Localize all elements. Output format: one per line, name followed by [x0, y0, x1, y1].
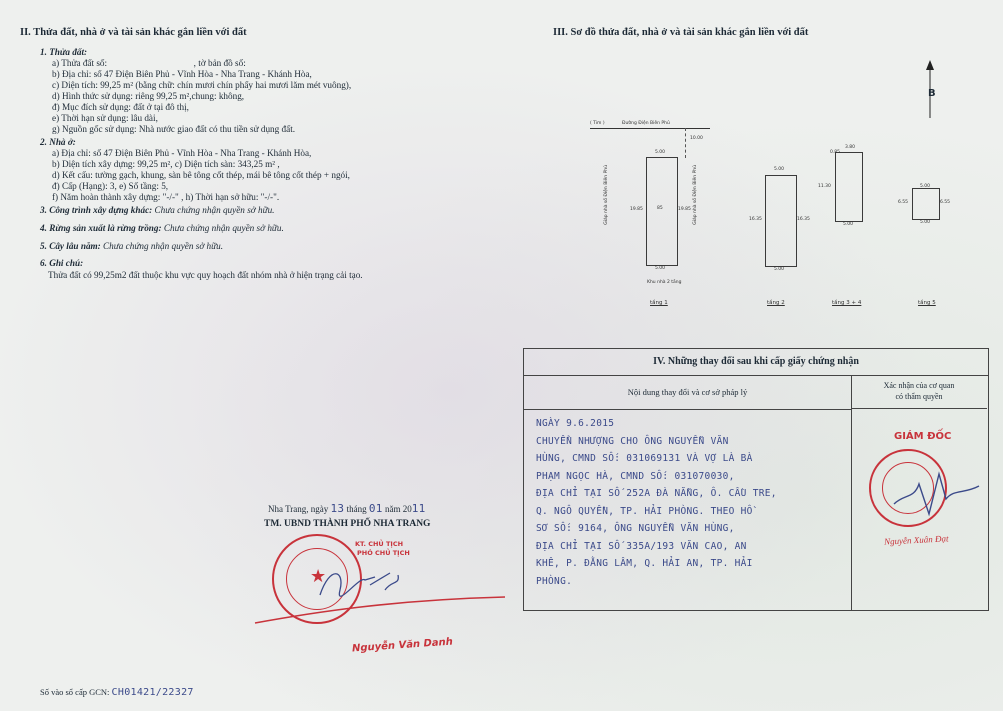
hw-line-2: HÙNG, CMND SỐ: 031069131 VÀ VỢ LÀ BÀ	[536, 453, 753, 464]
floor5-left: 6.55	[898, 200, 909, 205]
house-b: b) Diện tích xây dựng: 99,25 m², c) Diện tích sàn: 343,25 m² ,	[52, 159, 280, 169]
registry-value: CH01421/22327	[111, 687, 194, 698]
road-dim: 10.00	[690, 136, 703, 141]
floor3-bottom: 5.00	[843, 222, 854, 227]
land-b: b) Địa chỉ: số 47 Điện Biên Phủ - Vĩnh Hòa - Nha Trang - Khánh Hòa,	[52, 69, 312, 79]
signer-name: Nguyễn Văn Danh	[351, 636, 454, 655]
changes-table	[523, 348, 989, 611]
floor1-top: 5.00	[655, 150, 666, 155]
sign-year: 11	[411, 502, 426, 515]
star-icon: ★	[310, 566, 327, 586]
hw-line-4: ĐỊA CHỈ TẠI SỐ 252A ĐÀ NẴNG, Ô. CẦU TRE,	[536, 488, 777, 499]
house-type: Khu nhà 2 tầng	[647, 280, 682, 285]
place-date-prefix: Nha Trang, ngày	[268, 504, 329, 514]
section2-title: II. Thửa đất, nhà ở và tài sản khác gắn liền với đất	[20, 27, 247, 38]
sign-month: 01	[368, 502, 383, 515]
floor3-top: 3.80	[845, 145, 856, 150]
road-dim-line	[685, 128, 687, 158]
hw-line-9: PHÒNG.	[536, 575, 573, 587]
land-heading: 1. Thửa đất:	[40, 47, 88, 57]
house-heading: 2. Nhà ở:	[40, 137, 76, 147]
section3-title: III. Sơ đồ thửa đất, nhà ở và tài sản khác gắn liền với đất	[553, 27, 809, 38]
hw-line-5: Q. NGÔ QUYỀN, TP. HẢI PHÒNG. THEO HỒ	[536, 505, 753, 517]
land-e: e) Thời hạn sử dụng: lâu dài,	[52, 113, 158, 123]
section4-title: IV. Những thay đổi sau khi cấp giấy chứng nhận	[524, 349, 988, 376]
north-label: B	[928, 88, 936, 99]
floor1-right: 19.85	[678, 207, 691, 212]
table-divider	[851, 409, 852, 611]
floor3-extra: 0.85	[830, 150, 841, 155]
changes-col-right-2: có thẩm quyền	[895, 392, 943, 401]
floor2-top: 5.00	[774, 167, 785, 172]
item3	[40, 205, 274, 216]
item4-value: Chưa chứng nhận quyền sở hữu.	[163, 223, 284, 233]
floor1-plot	[646, 157, 678, 266]
house-a: a) Địa chỉ: số 47 Điện Biên Phủ - Vĩnh Hòa - Nha Trang - Khánh Hòa,	[52, 148, 312, 158]
floor1-center: 85	[657, 206, 663, 211]
place-date	[268, 503, 426, 515]
left-neighbor: Giáp nhà số Điện Biên Phủ	[604, 165, 609, 225]
floor2-bottom: 5.00	[774, 267, 785, 272]
item6-label: 6. Ghi chú:	[40, 258, 84, 268]
right-neighbor: Giáp nhà số Điện Biên Phủ	[693, 165, 698, 225]
hw-line-3: PHẠM NGỌC HÀ, CMND SỐ: 031070030,	[536, 470, 735, 482]
land-a-label: a) Thửa đất số:	[52, 58, 108, 68]
floor5-label: tầng 5	[918, 300, 936, 306]
land-d: d) Hình thức sử dụng: riêng 99,25 m²,chung: không,	[52, 91, 245, 101]
land-a-sheet: , tờ bản đồ số:	[193, 58, 246, 68]
floor3-label: tầng 3 + 4	[832, 300, 862, 306]
floor5-right: 6.55	[940, 200, 951, 205]
item3-label: 3. Công trình xây dựng khác:	[40, 205, 153, 215]
road-line	[590, 128, 710, 129]
hw-line-7: ĐỊA CHỈ TẠI SỐ 335A/193 VĂN CAO, AN	[536, 540, 747, 552]
item5-label: 5. Cây lâu năm:	[40, 241, 101, 251]
confirm-signer: Nguyễn Xuân Đạt	[883, 533, 949, 547]
floor5-bottom: 5.00	[920, 220, 931, 225]
registry-label: Số vào sổ cấp GCN:	[40, 687, 110, 697]
floor2-left: 16.35	[749, 217, 762, 222]
confirm-signature-scribble	[884, 454, 984, 524]
floor2-label: tầng 2	[767, 300, 785, 306]
floor3-plot	[835, 152, 863, 222]
confirm-role: GIÁM ĐỐC	[894, 431, 952, 442]
sign-day: 13	[330, 502, 345, 515]
floor5-top: 5.00	[920, 184, 931, 189]
item4	[40, 223, 284, 234]
stamp-role2: PHÓ CHỦ TỊCH	[357, 549, 410, 557]
floor1-left: 19.85	[630, 207, 643, 212]
floor5-plot	[912, 188, 940, 220]
road-left: ( Tim )	[590, 121, 605, 126]
land-a	[52, 58, 246, 69]
hw-line-1: CHUYỂN NHƯỢNG CHO ÔNG NGUYỄN VĂN	[536, 435, 729, 447]
hw-line-8: KHÊ, P. ĐẰNG LÂM, Q. HẢI AN, TP. HẢI	[536, 558, 753, 569]
floor1-bottom: 5.00	[655, 266, 666, 271]
house-d: d) Kết cấu: tường gạch, khung, sàn bê tông cốt thép, mái bê tông cốt thép + ngói,	[52, 170, 350, 180]
stamp-role: KT. CHỦ TỊCH	[355, 540, 404, 548]
land-g: g) Nguồn gốc sử dụng: Nhà nước giao đất có thu tiền sử dụng đất.	[52, 124, 296, 134]
floor2-plot	[765, 175, 797, 267]
handwritten-entry	[536, 415, 777, 590]
changes-col-right	[851, 375, 987, 409]
hw-line-0: NGÀY 9.6.2015	[536, 418, 615, 429]
year-label: năm 20	[384, 504, 412, 514]
registry	[40, 687, 194, 698]
land-c: c) Diện tích: 99,25 m² (bằng chữ: chín mươi chín phẩy hai mươi lăm mét vuông),	[52, 80, 352, 90]
floor3-left: 11.30	[818, 184, 831, 189]
item4-label: 4. Rừng sản xuất là rừng trồng:	[40, 223, 162, 233]
house-f: f) Năm hoàn thành xây dựng: "-/-" , h) Thời hạn sở hữu: "-/-".	[52, 192, 280, 202]
signature-scribble	[250, 555, 510, 635]
house-dd: đ) Cấp (Hạng): 3, e) Số tầng: 5,	[52, 181, 169, 191]
signing-org: TM. UBND THÀNH PHỐ NHA TRANG	[264, 519, 431, 529]
changes-col-left: Nội dung thay đổi và cơ sở pháp lý	[524, 375, 852, 410]
land-dd: đ) Mục đích sử dụng: đất ở tại đô thị,	[52, 102, 189, 112]
hw-line-6: SƠ SỐ: 9164, ÔNG NGUYỄN VĂN HÙNG,	[536, 523, 735, 534]
item5	[40, 241, 223, 252]
month-label: tháng	[346, 504, 367, 514]
item6-value: Thửa đất có 99,25m2 đất thuộc khu vực quy hoạch đất nhóm nhà ở hiện trạng cải tạo.	[48, 270, 363, 280]
item3-value: Chưa chứng nhận quyền sở hữu.	[154, 205, 275, 215]
changes-col-right-1: Xác nhận của cơ quan	[883, 381, 955, 390]
floor2-right: 16.35	[797, 217, 810, 222]
item5-value: Chưa chứng nhận quyền sở hữu.	[103, 241, 224, 251]
floor1-label: tầng 1	[650, 300, 668, 306]
road-name: Đường Điện Biên Phủ	[622, 121, 670, 126]
